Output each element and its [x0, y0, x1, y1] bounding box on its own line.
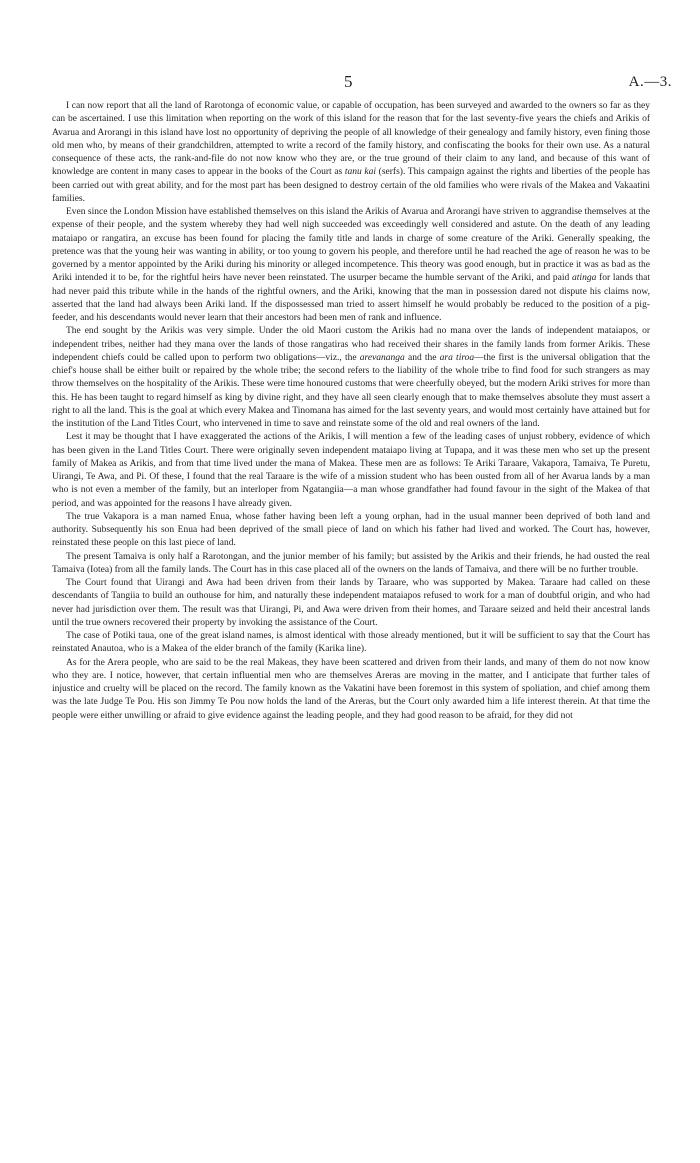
text-run: —the first is the universal obligation that the chief's house shall be either built or repaired by the whole tribe; the second refers to the liability of the whole tribe to find food for such strangers as may throw themselves on the hospitality of the Arikis. These were time honoured customs that were cheerfully obeyed, but the modern Ariki strives for more than this. He has been taught to regard himself as king by divine right, and they have all seen clearly enough that to make themselves absolute they must assert a right to all the land. This is the goal at which every Makea and Tinomana has aimed for the last seventy years, and would most certainly have attained but for the institution of the Land Titles Court, who intervened in time to save and reinstate some of the old and real owners of the land.	[52, 352, 650, 429]
body-paragraph	[52, 511, 650, 551]
text-run: I can now report that all the land of Rarotonga of economic value, or capable of occupation, has been surveyed and awarded to the owners so far as they can be ascertained. I use this limitation when reporting on the work of this island for the reason that for the last seventy-five years the chiefs and Arikis of Avarua and Arorangi in this island have lost no opportunity of depriving the people of all knowledge of their genealogy and family history, even fining those old men who, by means of their grandchildren, attempted to write a record of the family history, and confiscating the books for their own use. As a natural consequence of these acts, the rank-and-file do not now know who they are, or the true ground of their claim to any land, and because of this want of knowledge are content in many cases to appear in the books of the Court as	[52, 101, 650, 178]
text-run: The present Tamaiva is only half a Rarotongan, and the junior member of his family; but assisted by the Arikis and their friends, he had ousted the real Tamaiva (Iotea) from all the family lands. The Court has in this case placed all of the owners on the lands of Tamaiva, and there will be no further trouble.	[52, 551, 650, 575]
body-paragraph	[52, 657, 650, 723]
italic-term: atinga	[572, 273, 597, 284]
italic-term: tanu kai	[344, 167, 377, 178]
text-run: Even since the London Mission have established themselves on this island the Arikis of Avarua and Arorangi have striven to aggrandise themselves at the expense of their people, and the system whereby they had well nigh succeeded was exceedingly well considered and astute. On the death of any leading mataiapo or rangatira, an excuse has been found for placing the family title and lands in charge of some creature of the Ariki. Generally speaking, the pretence was that the young heir was wanting in ability, or too young to govern his people, and therefore until he had reached the age of reason he was to be governed by a mentor appointed by the Ariki during his minority or alleged incompetence. This theory was good enough, but in practice it was as bad as the Ariki intended it to be, for the rightful heirs have never been reinstated. The usurper became the humble servant of the Ariki, and paid	[52, 207, 650, 284]
italic-term: ara tiroa	[439, 352, 475, 363]
page-header	[0, 72, 700, 96]
body-paragraph	[52, 100, 650, 206]
body-paragraph	[52, 431, 650, 511]
document-reference: A.—3.	[628, 74, 672, 90]
body-paragraph	[52, 325, 650, 431]
text-run: and the	[404, 352, 440, 363]
text-run: The Court found that Uirangi and Awa had been driven from their lands by Taraare, who was supported by Makea. Taraare had called on these descendants of Tangiia to build an outhouse for him, and naturally these independent mataiapos refused to work for a man of doubtful origin, and who had never had jurisdiction over them. The result was that Uirangi, Pi, and Awa were driven from their homes, and Taraare seized and held their ancestral lands until the true owners recovered their property by invoking the assistance of the Court.	[52, 578, 650, 628]
body-paragraph	[52, 206, 650, 325]
body-paragraph	[52, 577, 650, 630]
text-run: As for the Arera people, who are said to be the real Makeas, they have been scattered and driven from their lands, and many of them do not now know who they are. I notice, however, that certain influential men who are themselves Areras are moving in the matter, and I anticipate that further tales of injustice and cruelty will be placed on the record. The family known as the Vakatini have been foremost in this system of spoliation, and chief among them was the late Judge Te Pou. His son Jimmy Te Pou now holds the land of the Areras, but the Court only awarded him a life interest therein. At that time the people were either unwilling or afraid to give evidence against the leading people, and they had good reason to be afraid, for they did not	[52, 657, 650, 721]
body-text	[52, 100, 650, 723]
text-run: for lands that had never paid this tribute while in the hands of the rightful owners, and the Ariki, knowing that the man in possession dared not dispute his claims now, asserted that the land had always been Ariki land. If the dispossessed man tried to assert himself he would probably be reduced to the position of a pig-feeder, and his descendants would never learn that their ancestors had been men of rank and influence.	[52, 273, 650, 323]
text-run: The case of Potiki taua, one of the great island names, is almost identical with those already mentioned, but it will be sufficient to say that the Court has reinstated Anautoa, who is a Makea of the elder branch of the family (Karika line).	[52, 631, 650, 655]
page-number: 5	[344, 72, 353, 91]
body-paragraph	[52, 630, 650, 657]
body-paragraph	[52, 551, 650, 578]
italic-term: arevananga	[359, 352, 405, 363]
text-run: Lest it may be thought that I have exaggerated the actions of the Arikis, I will mention a few of the leading cases of unjust robbery, evidence of which has been given in the Land Titles Court. There were originally seven independent mataiapo living at Tupapa, and it was these men who set up the present family of Makea as Arikis, and from that time lived under the mana of Makea. These men are as follows: Te Ariki Taraare, Vakapora, Tamaiva, Te Puretu, Uirangi, Te Awa, and Pi. Of these, I found that the real Taraare is the wife of a mission student who has been ousted from all of her Avarua lands by a man who is not even a member of the family, but an interloper from Ngatangiia—a man whose grandfather had found favour in the sight of the Makea of that period, and was appointed for the reasons I have already given.	[52, 432, 650, 509]
text-run: (serfs). This campaign against the rights and liberties of the people has been carried out with great ability, and for the most part has been designed to destroy certain of the old families who were rivals of the Makea and Vakaatini families.	[52, 167, 651, 204]
text-run: The true Vakapora is a man named Enua, whose father having been left a young orphan, had in the usual manner been deprived of both land and authority. Subsequently his son Enua had been deprived of the small piece of land on which his father had lived and worked. The Court has, however, reinstated these people on this last piece of land.	[52, 511, 650, 549]
text-run: The end sought by the Arikis was very simple. Under the old Maori custom the Arikis had no mana over the lands of independent mataiapos, or independent tribes, neither had they mana over the lands of those rangatiras who had received their shares in the family lands from former Arikis. These independent chiefs could be called upon to perform two obligations—viz., the	[52, 326, 650, 363]
